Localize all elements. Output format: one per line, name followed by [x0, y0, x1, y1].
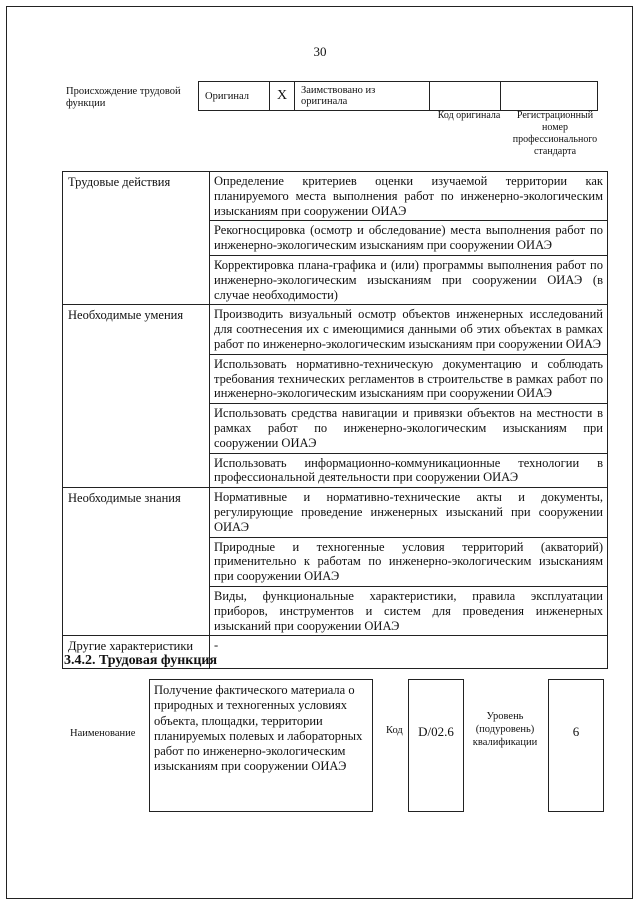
category-other: Другие характеристики — [63, 636, 210, 669]
table-row — [63, 305, 608, 354]
level-label: Уровень (подуровень) квалификации — [472, 711, 538, 748]
origin-original: Оригинал — [199, 82, 270, 111]
table-cell: Использовать информационно-коммуникационные технологии в профессиональной деятельности при сооружении ОИАЭ — [210, 453, 608, 488]
page-number: 30 — [313, 44, 327, 59]
category-labor-actions: Трудовые действия — [63, 172, 210, 305]
table-cell: Производить визуальный осмотр объектов инженерных исследований для соотнесения их с имеющимися данными об этих объектах в рамках работ по инженерно-экологическим изысканиям при сооружении ОИАЭ — [210, 305, 608, 354]
origin-reg-cell — [501, 82, 598, 111]
origin-mark: X — [270, 82, 295, 111]
function-code-box: D/02.6 — [408, 679, 464, 812]
table-row — [63, 172, 608, 221]
qualification-level-box: 6 — [548, 679, 604, 812]
origin-label: Происхождение трудовой функции — [66, 86, 181, 109]
origin-code-cell — [430, 82, 501, 111]
category-knowledge: Необходимые знания — [63, 488, 210, 636]
origin-reg-caption: Регистрационный номер профессионального стандарта — [512, 110, 598, 157]
table-cell: Определение критериев оценки изучаемой территории как планируемого места выполнения работ по инженерно-экологическим изысканиям при сооружении ОИАЭ — [210, 172, 608, 221]
table-cell: Использовать средства навигации и привязки объектов на местности в рамках работ по инженерно-экологическим изысканиям при сооружении ОИАЭ — [210, 404, 608, 453]
origin-borrowed: Заимствовано из оригинала — [295, 82, 430, 111]
table-cell: - — [210, 636, 608, 669]
name-label: Наименование — [70, 728, 136, 739]
origin-table — [198, 81, 598, 111]
category-skills: Необходимые умения — [63, 305, 210, 488]
origin-code-caption: Код оригинала — [437, 110, 501, 121]
table-cell: Рекогносцировка (осмотр и обследование) места выполнения работ по инженерно-экологическим изысканиям при сооружении ОИАЭ — [210, 221, 608, 256]
table-cell: Корректировка плана-графика и (или) программы выполнения работ по инженерно-экологическим изысканиям при сооружении ОИАЭ (в случае необходимости) — [210, 255, 608, 304]
table-cell: Нормативные и нормативно-технические акты и документы, регулирующие проведение инженерных изысканий при сооружении ОИАЭ — [210, 488, 608, 537]
function-name-box: Получение фактического материала о природных и техногенных условиях объекта, площадки, территории планируемых полевых и лабораторных работ по инженерно-экологическим изысканиям при сооружении ОИАЭ — [149, 679, 373, 812]
competency-table — [62, 171, 608, 669]
section-title: 3.4.2. Трудовая функция — [64, 653, 218, 668]
code-label: Код — [386, 725, 403, 736]
table-cell: Природные и техногенные условия территорий (акваторий) применительно к работам по инженерно-экологическим изысканиям при сооружении ОИАЭ — [210, 537, 608, 586]
table-row — [63, 488, 608, 537]
table-cell: Виды, функциональные характеристики, правила эксплуатации приборов, инструментов и систем для проведения инженерных изысканий при сооружении ОИАЭ — [210, 586, 608, 635]
table-cell: Использовать нормативно-техническую документацию и соблюдать требования технических регламентов в строительстве в рамках работ по инженерно-экологическим изысканиям при сооружении ОИАЭ — [210, 354, 608, 403]
